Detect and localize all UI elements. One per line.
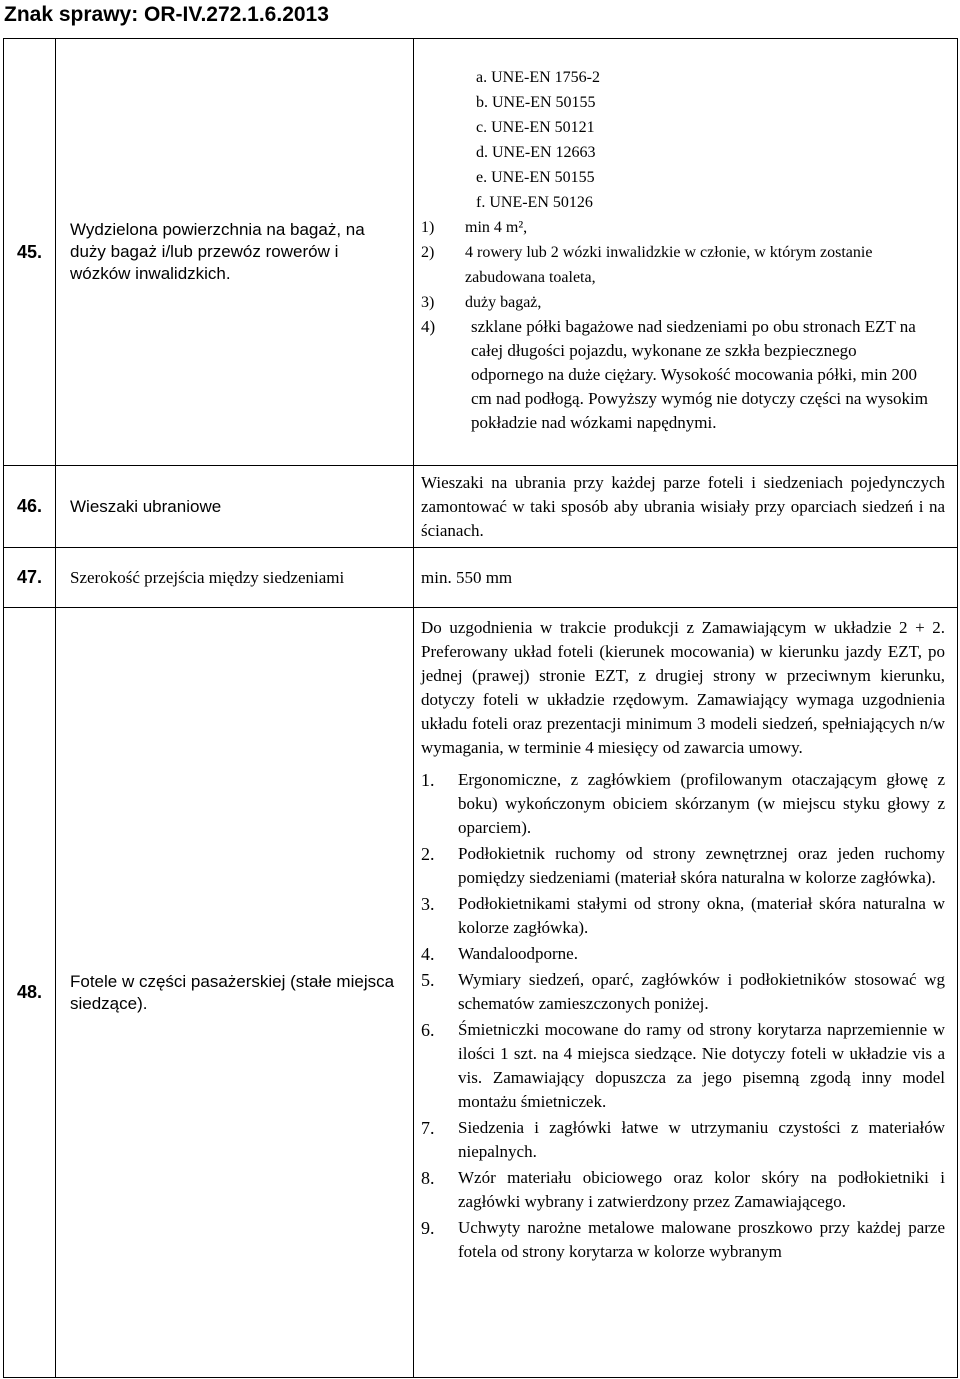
list-text: Podłokietnikami stałymi od strony okna, (materiał skóra naturalna w kolorze zagłówka). [458,894,945,937]
list-item [421,892,945,940]
list-marker: 9. [421,1218,435,1238]
list-marker: 2) [421,244,435,261]
row-requirement: min. 550 mm [414,548,958,608]
standard-item: f. UNE-EN 50126 [476,194,593,211]
row-requirement [414,39,958,466]
list-item [421,942,945,966]
list-marker: 6. [421,1020,435,1040]
standard-item: c. UNE-EN 50121 [476,119,595,136]
list-item [421,215,945,240]
list-text: min 4 m², [465,219,528,236]
standard-item: d. UNE-EN 12663 [476,144,596,161]
standards-list [421,65,945,215]
row-name: Wieszaki ubraniowe [56,466,414,548]
list-marker: 4) [421,317,436,336]
table-row [4,608,958,1378]
list-item [421,1166,945,1214]
list-marker: 4. [421,944,435,964]
list-text: szklane półki bagażowe nad siedzeniami po obu stronach EZT na całej długości pojazdu, wykonane ze szkła bezpiecznego odpornego na duże ciężary. Wysokość mocowania półki, min 200 cm nad podłogą. Powyższy wymóg nie dotyczy części na wysokim pokładzie nad wózkami napędnymi. [471,317,929,432]
list-text: Wzór materiału obiciowego oraz kolor skóry na podłokietniki i zagłówki wybrany i zatwierdzony przez Zamawiającego. [458,1168,945,1211]
seating-intro: Do uzgodnienia w trakcie produkcji z Zamawiającym w układzie 2 + 2. Preferowany układ foteli (kierunek mocowania) w kierunku jazdy EZT, po jednej (prawej) stronie EZT, z drugiej strony w przeciwnym kierunku, dotyczy foteli w układzie rzędowym. Zamawiający wymaga uzgodnienia układu foteli oraz prezentacji minimum 3 modeli siedzeń, spełniających n/w wymagania, w terminie 4 miesięcy od zawarcia umowy. [421,618,945,757]
row-number: 45. [4,39,56,466]
row-name: Szerokość przejścia między siedzeniami [56,548,414,608]
list-marker: 2. [421,844,435,864]
list-text: duży bagaż, [465,294,542,311]
list-item [421,1216,945,1264]
list-item [421,290,945,315]
list-text: Wandaloodporne. [458,944,578,963]
list-item [421,1018,945,1114]
list-marker: 1) [421,219,435,236]
list-text: Śmietniczki mocowane do ramy od strony korytarza naprzemiennie w ilości 1 szt. na 4 miejsca siedzące. Nie dotyczy foteli w układzie vis a vis. Zamawiający dopuszcza za jego pisemną zgodą inny model montażu śmietniczek. [458,1020,945,1111]
list-marker: 1. [421,770,435,790]
row-requirement: Wieszaki na ubrania przy każdej parze foteli i siedzeniach pojedynczych zamontować w taki sposób aby ubrania wisiały przy oparciach siedzeń i na ścianach. [414,466,958,548]
list-marker: 3. [421,894,435,914]
list-item [421,240,945,290]
row-number: 46. [4,466,56,548]
list-text: Ergonomiczne, z zagłówkiem (profilowanym otaczającym głowę z boku) wykończonym obiciem skórzanym (w miejscu styku głowy z oparciem). [458,770,945,837]
case-number-header: Znak sprawy: OR-IV.272.1.6.2013 [4,3,329,26]
specification-table [3,38,958,1378]
list-item [421,768,945,840]
table-row [4,548,958,608]
list-text: Podłokietnik ruchomy od strony zewnętrznej oraz jeden ruchomy pomiędzy siedzeniami (materiał skóra naturalna w kolorze zagłówka). [458,844,945,887]
list-item [421,1116,945,1164]
list-text: Siedzenia i zagłówki łatwe w utrzymaniu czystości z materiałów niepalnych. [458,1118,945,1161]
list-text: Uchwyty narożne metalowe malowane proszkowo przy każdej parze fotela od strony korytarza w kolorze wybranym [458,1218,945,1261]
list-marker: 8. [421,1168,435,1188]
standard-item: a. UNE-EN 1756-2 [476,69,600,86]
list-text: Wymiary siedzeń, oparć, zagłówków i podłokietników stosować wg schematów zamieszczonych poniżej. [458,970,945,1013]
seating-requirements-list [421,768,945,1264]
list-item [421,842,945,890]
list-marker: 7. [421,1118,435,1138]
table-row [4,39,958,466]
list-text: 4 rowery lub 2 wózki inwalidzkie w członie, w którym zostanie zabudowana toaleta, [465,244,873,286]
row-requirement [414,608,958,1378]
standard-item: b. UNE-EN 50155 [476,94,596,111]
row-number: 48. [4,608,56,1378]
table-row [4,466,958,548]
list-marker: 3) [421,294,435,311]
standard-item: e. UNE-EN 50155 [476,169,595,186]
requirements-list [421,215,945,435]
row-number: 47. [4,548,56,608]
list-item [421,968,945,1016]
row-name: Wydzielona powierzchnia na bagaż, na duży bagaż i/lub przewóz rowerów i wózków inwalidzkich. [56,39,414,466]
row-name: Fotele w części pasażerskiej (stałe miejsca siedzące). [56,608,414,1378]
list-marker: 5. [421,970,435,990]
list-item [421,315,945,435]
